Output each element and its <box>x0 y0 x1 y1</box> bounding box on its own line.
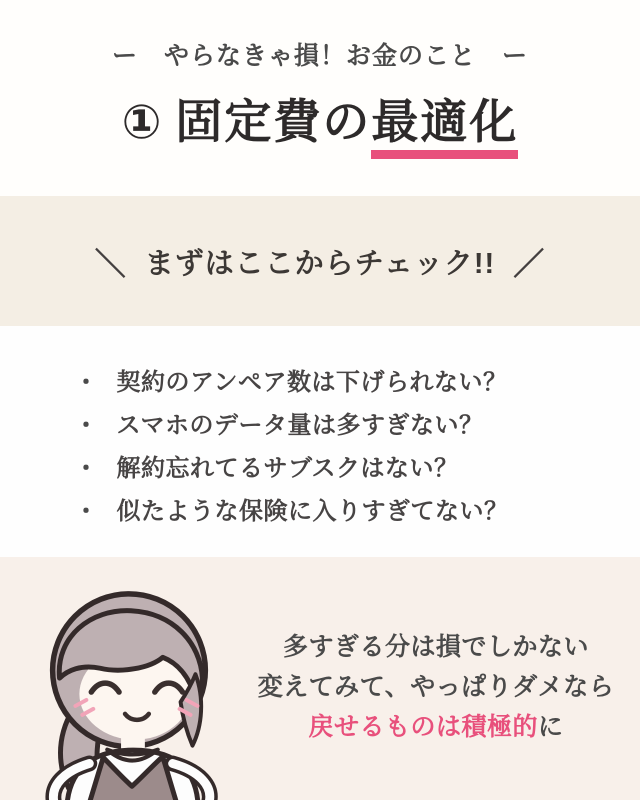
check-heading-text: まずはここからチェック!! <box>144 247 496 280</box>
footer-line: 多すぎる分は損でしかない <box>282 633 589 661</box>
title-number-badge: ① <box>121 95 164 148</box>
footer-highlight-suffix: に <box>538 713 564 741</box>
checklist <box>60 358 580 530</box>
checklist-item <box>60 487 580 530</box>
kicker-dash-right-icon: ー <box>502 42 529 70</box>
footer-line-highlight <box>240 707 632 747</box>
title-underlined-text: 最適化 <box>371 95 518 159</box>
checklist-item <box>60 358 580 401</box>
page-title <box>0 94 640 150</box>
check-heading <box>77 239 563 284</box>
slash-right-icon: ／ <box>513 246 546 282</box>
checklist-item-text: 似たような保険に入りすぎてない？ <box>116 498 509 525</box>
checklist-item-text: 解約忘れてるサブスクはない？ <box>116 455 459 482</box>
bullet-icon: ・ <box>74 455 99 482</box>
footer-note <box>240 627 632 747</box>
checklist-section <box>0 326 640 557</box>
kicker-dash-left-icon: ー <box>111 42 138 70</box>
series-kicker <box>0 0 640 72</box>
checklist-item <box>60 444 580 487</box>
mascot-illustration <box>4 575 252 800</box>
checklist-item-text: スマホのデータ量は多すぎない？ <box>116 412 484 439</box>
header-section <box>0 0 640 196</box>
title-text: 固定費の <box>175 95 372 148</box>
slash-left-icon: ＼ <box>94 246 127 282</box>
footer-line: 変えてみて、やっぱりダメなら <box>257 673 615 701</box>
checklist-item-text: 契約のアンペア数は下げられない？ <box>116 369 508 396</box>
check-heading-section <box>0 196 640 326</box>
footer-section <box>0 557 640 800</box>
bullet-icon: ・ <box>74 369 99 396</box>
footer-highlight-text: 戻せるものは積極的 <box>308 713 538 741</box>
kicker-text: やらなきゃ損！お金のこと <box>163 42 476 70</box>
bullet-icon: ・ <box>74 412 99 439</box>
checklist-item <box>60 401 580 444</box>
bullet-icon: ・ <box>74 498 99 525</box>
